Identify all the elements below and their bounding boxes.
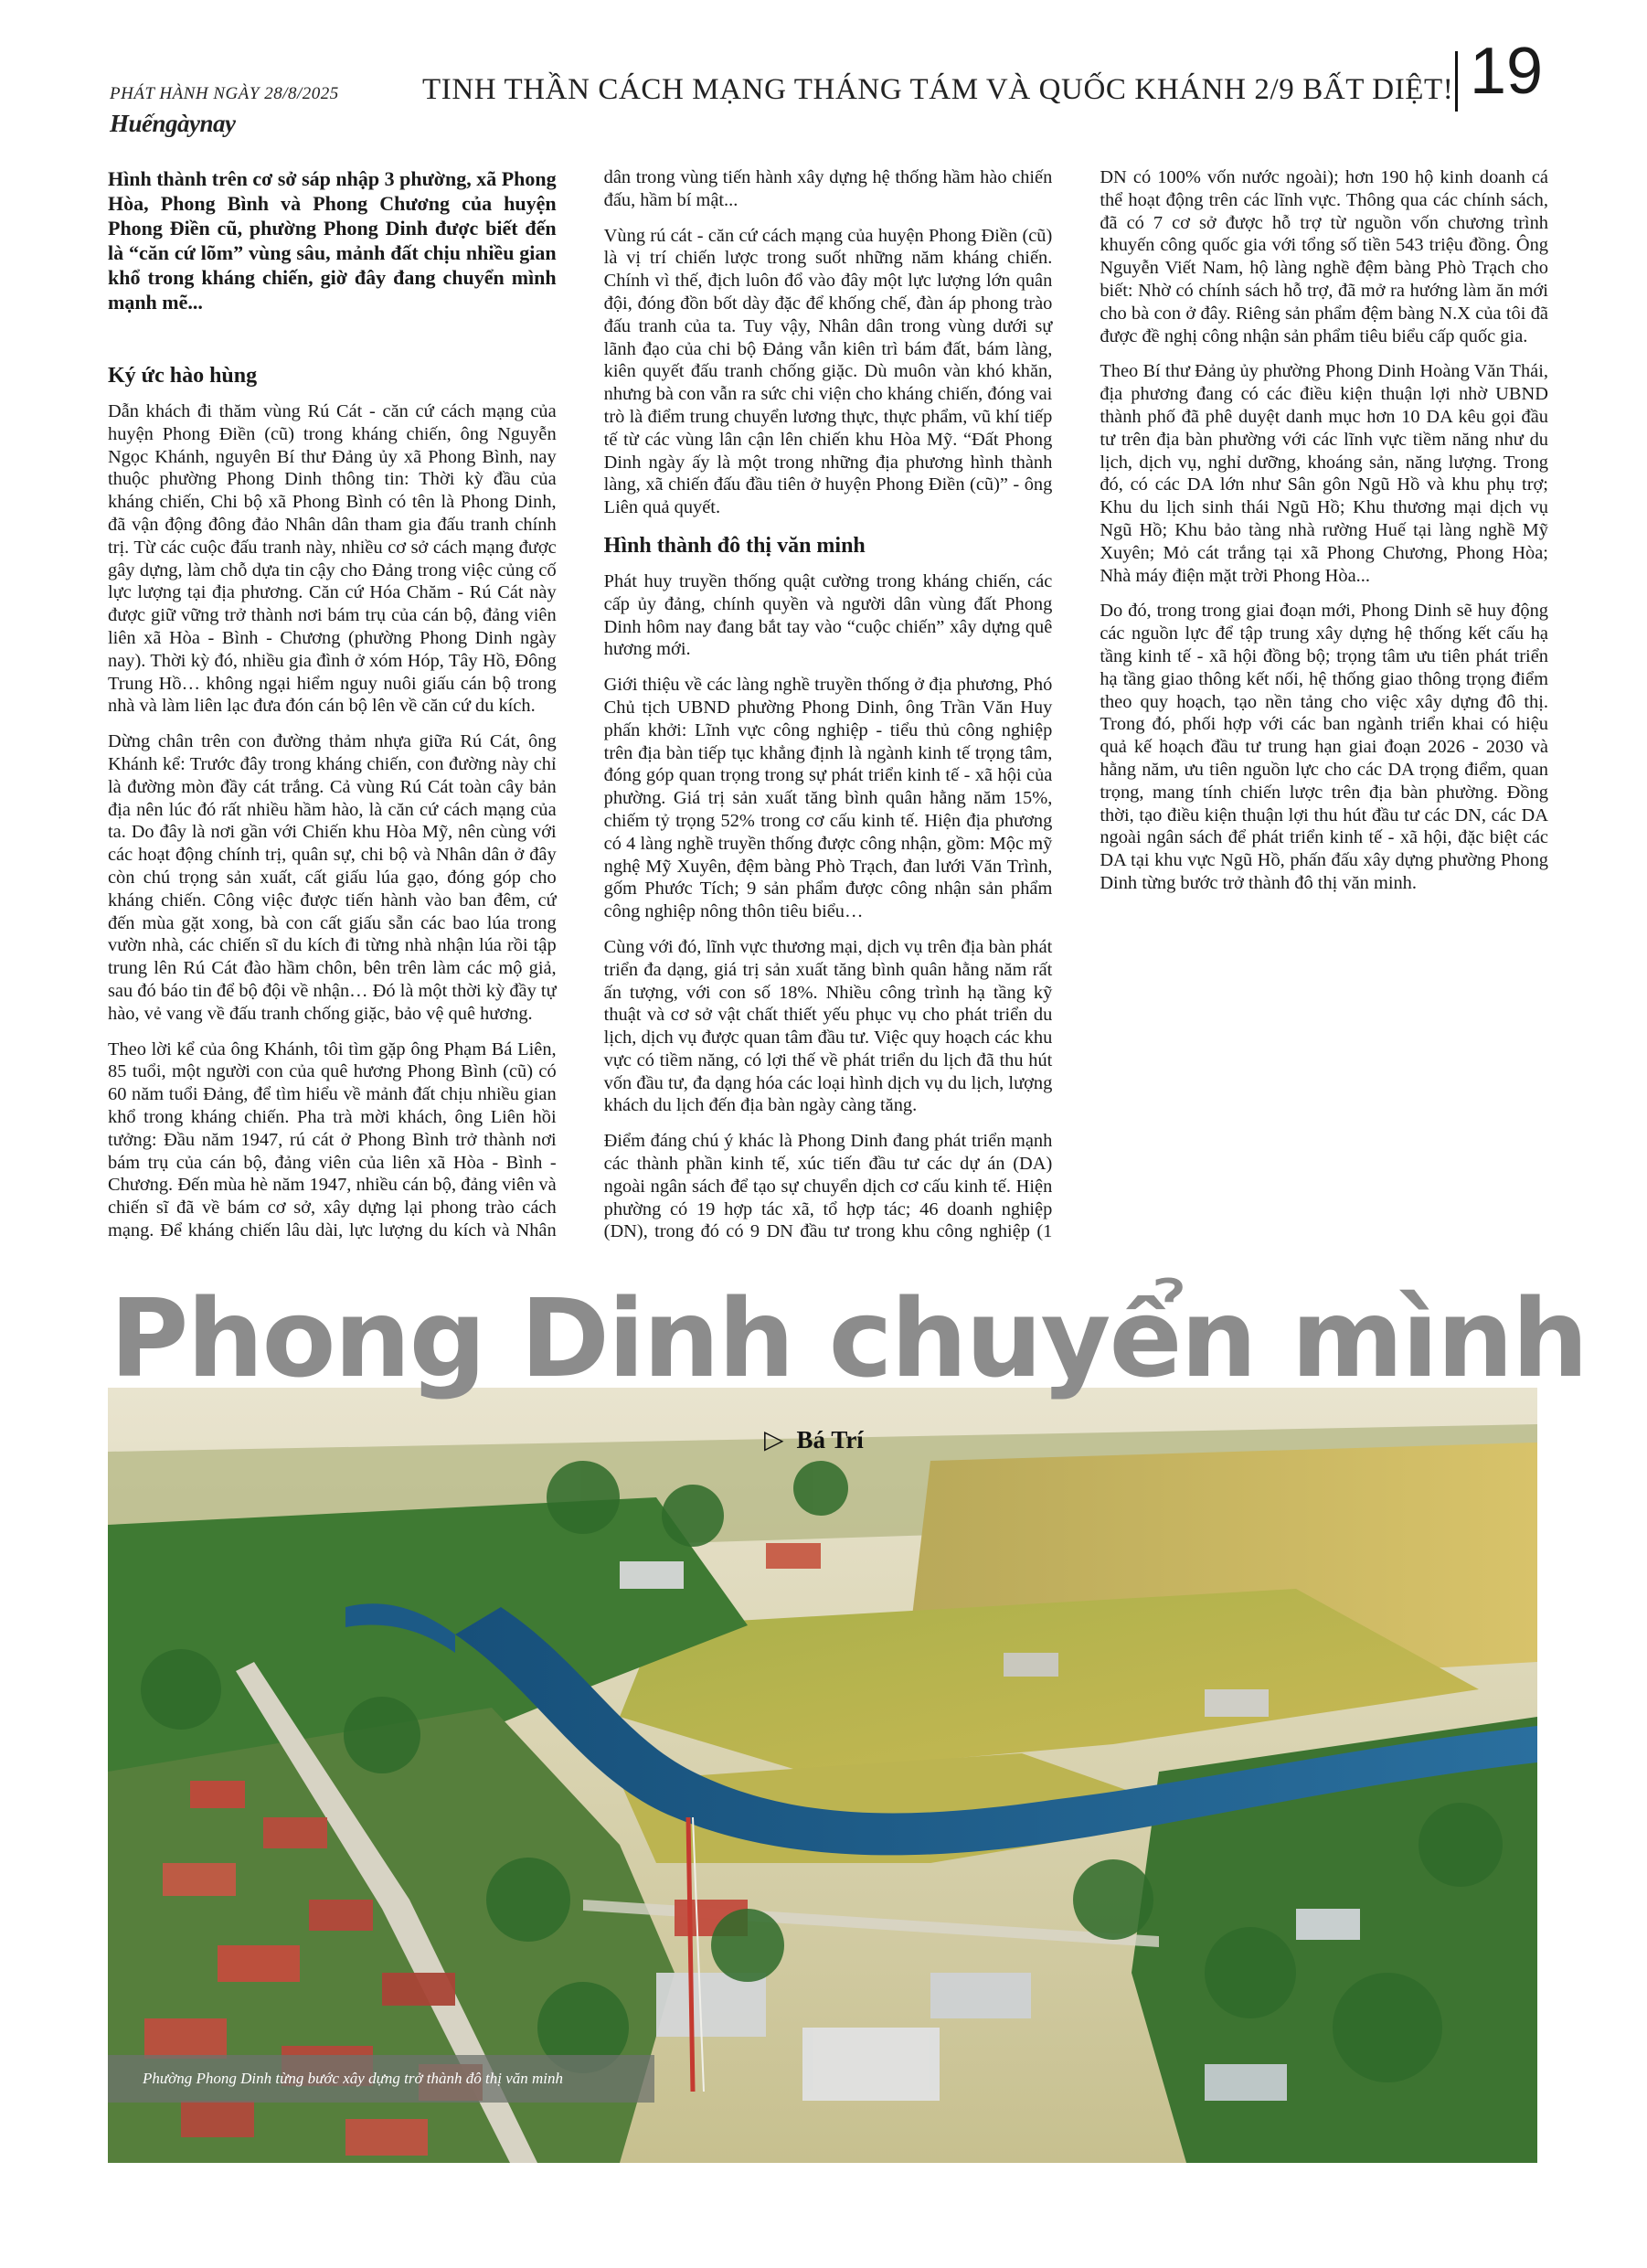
page-slogan: TINH THẦN CÁCH MẠNG THÁNG TÁM VÀ QUỐC KHÁNH 2/9 BẤT DIỆT!: [422, 73, 1454, 106]
paragraph: Theo lời kể của ông Khánh, tôi tìm gặp ông Phạm Bá Liên, 85 tuổi, một người con của quê hương Phong Bình (cũ) có 60 năm tuổi Đảng, để tìm hiểu về mảnh đất chịu nhiều gian khổ trong kháng chiến. Pha trà mời khách, ông Liên hồi tưởng: Đầu năm 1947, rú cát ở Phong Bình trở thành nơi bám trụ của cán bộ, đảng viên của liên xã Hòa - Bình - Chương. Đến mùa hè năm 1947, nhiều cán bộ, đảng viên và chiến sĩ đã về bám cơ sở, xây dựng lại phong trào cách mạng. Để kháng chiến lâu dài, lực lượng du kích và Nhân dân trong vùng tiến hành xây dựng hệ thống hầm hào chiến đấu, hầm bí mật...: [108, 167, 1053, 1240]
paragraph: Theo Bí thư Đảng ủy phường Phong Dinh Hoàng Văn Thái, địa phương đang có các điều kiện thuận lợi nhờ UBND thành phố đã phê duyệt danh mục hơn 10 DA kêu gọi đầu tư trên địa bàn phường với các lĩnh vực tiềm năng như du lịch, dịch vụ, nghỉ dưỡng, khoáng sản, năng lượng. Trong đó, có các DA lớn như Sân gôn Ngũ Hồ và khu phụ trợ; Khu du lịch sinh thái Ngũ Hồ; Khu thương mại dịch vụ Ngũ Hồ; Khu bảo tàng nhà rường Huế tại làng nghề Mỹ Xuyên; Mỏ cát trắng tại xã Phong Chương, Phong Hòa; Nhà máy điện mặt trời Phong Hòa...: [1100, 361, 1548, 586]
article-body: [108, 166, 1548, 1245]
photo-caption-text: Phường Phong Dinh từng bước xây dựng trở thành đô thị văn minh: [143, 2070, 563, 2087]
subheading-civilized-city: Hình thành đô thị văn minh: [603, 533, 866, 558]
page-number: 19: [1470, 35, 1544, 108]
paragraph: Vùng rú cát - căn cứ cách mạng của huyện Phong Điền (cũ) là vị trí chiến lược trong suốt những năm kháng chiến. Chính vì thế, địch luôn đổ vào đây một lực lượng lớn quân đội, đóng đồn bốt dày đặc để khống chế, đàn áp phong trào đấu tranh của ta. Tuy vậy, Nhân dân trong vùng dưới sự lãnh đạo của chi bộ Đảng vẫn kiên trì bám đất, bám làng, kiên quyết đấu tranh chống giặc. Dù muôn vàn khó khăn, nhưng bà con vẫn ra sức chi viện cho kháng chiến, đóng vai trò là điểm trung chuyển lương thực, thực phẩm, vũ khí tiếp tế từ các vùng lân cận lên chiến khu Hòa Mỹ. “Đất Phong Dinh ngày ấy là một trong những địa phương hình thành làng, xã chiến đấu đầu tiên ở huyện Phong Điền (cũ)” - ông Liên quả quyết.: [603, 225, 1053, 518]
paragraph: Dừng chân trên con đường thảm nhựa giữa Rú Cát, ông Khánh kể: Trước đây trong kháng chiến, con đường này chỉ là đường mòn đầy cát trắng. Cả vùng Rú Cát toàn cây bản địa nên lúc đó rất nhiều hầm hào, là căn cứ cách mạng của ta. Do đây là nơi gần với Chiến khu Hòa Mỹ, nên cùng với các hoạt động chính trị, quân sự, chi bộ và Nhân dân ở đây còn chú trọng sản xuất, cất giấu lúa gạo, đóng góp cho kháng chiến. Công việc được tiến hành vào ban đêm, cứ đến mùa gặt xong, bà con cất giấu sẵn các bao lúa trong vườn nhà, các chiến sĩ du kích đi từng nhà nhận lúa rồi tập trung lên Rú Cát đào hầm chôn, bên trên làm các mộ giả, sau đó báo tin để bộ đội về nhận… Đó là một thời kỳ đầy tự hào, vẻ vang về đấu tranh chống giặc, bảo vệ quê hương.: [108, 731, 557, 1024]
photo-caption: [108, 2055, 654, 2103]
issue-date: PHÁT HÀNH NGÀY 28/8/2025: [110, 84, 339, 103]
article-headline: Phong Dinh chuyển mình: [110, 1275, 1588, 1401]
paragraph: Do đó, trong trong giai đoạn mới, Phong Dinh sẽ huy động các nguồn lực để tập trung xây dựng hệ thống kết cấu hạ tầng kinh tế - xã hội đồng bộ; trọng tâm ưu tiên phát triển hạ tầng giao thông kết nối, hệ thống giao thông trọng điểm theo quy hoạch, tạo nền tảng cho việc xây dựng đô thị. Trong đó, phối hợp với các ban ngành triển khai có hiệu quả kế hoạch đầu tư trung hạn giai đoạn 2026 - 2030 và hằng năm, ưu tiên nguồn lực cho các DA trọng điểm, quan trọng, mang tính chiến lược trên địa bàn phường. Đồng thời, tạo điều kiện thuận lợi thu hút đầu tư các DN, các DA ngoài ngân sách để phát triển kinh tế - xã hội, đặc biệt các DA tại khu vực Ngũ Hồ, phấn đấu xây dựng phường Phong Dinh từng bước trở thành đô thị văn minh.: [1100, 601, 1548, 893]
author-name: Bá Trí: [796, 1425, 864, 1453]
byline: [764, 1424, 864, 1455]
paragraph: Điểm đáng chú ý khác là Phong Dinh đang phát triển mạnh các thành phần kinh tế, xúc tiến đầu tư các dự án (DA) ngoài ngân sách để tạo sự chuyển dịch cơ cấu kinh tế. Hiện phường có 19 hợp tác xã, tổ hợp tác; 46 doanh nghiệp (DN), trong đó có 9 DN đầu tư trong khu công nghiệp (1 DN có 100% vốn nước ngoài); hơn 190 hộ kinh doanh cá thể hoạt động trên các lĩnh vực. Thông qua các chính sách, đã có 7 cơ sở được hỗ trợ từ nguồn vốn chương trình khuyến công quốc gia với tổng số tiền 543 triệu đồng. Ông Nguyễn Viết Nam, hộ làng nghề đệm bàng Phò Trạch cho biết: Nhờ có chính sách hỗ trợ, đã mở ra hướng làm ăn mới cho bà con ở đây. Riêng sản phẩm đệm bàng N.X của tôi đã được đề nghị công nhận sản phẩm tiêu biểu cấp quốc gia.: [603, 167, 1548, 1242]
header-divider: [1455, 51, 1458, 112]
paragraph: Dẫn khách đi thăm vùng Rú Cát - căn cứ cách mạng của huyện Phong Điền (cũ) trong kháng chiến, ông Nguyễn Ngọc Khánh, nguyên Bí thư Đảng ủy xã Phong Bình, nay thuộc phường Phong Dinh thông tin: Thời kỳ đầu của kháng chiến, Chi bộ xã Phong Bình có tên là Phong Dinh, đã vận động đông đảo Nhân dân tham gia đấu tranh chính trị. Từ các cuộc đấu tranh này, nhiều cơ sở cách mạng được gây dựng, làm chỗ dựa tin cậy cho Đảng trong việc củng cố lực lượng tại địa phương. Căn cứ Hóa Chăm - Rú Cát này được giữ vững trở thành nơi bám trụ của cán bộ, đảng viên liên xã Hòa - Bình - Chương (phường Phong Dinh ngày nay). Thời kỳ đó, nhiều gia đình ở xóm Hóp, Tây Hồ, Đông Trung Hồ… không ngại hiểm nguy nuôi giấu cán bộ trong nhà và làm liên lạc đưa đón cán bộ lên về căn cứ du kích.: [108, 401, 557, 717]
subheading-memories: Ký ức hào hùng: [108, 364, 258, 388]
article-lead: Hình thành trên cơ sở sáp nhập 3 phường, xã Phong Hòa, Phong Bình và Phong Chương của huyện Phong Điền cũ, phường Phong Dinh được biết đến là “căn cứ lõm” vùng sâu, mảnh đất chịu nhiều gian khổ trong kháng chiến, giờ đây đang chuyển mình mạnh mẽ...: [108, 167, 557, 314]
paragraph: Giới thiệu về các làng nghề truyền thống ở địa phương, Phó Chủ tịch UBND phường Phong Dinh, ông Trần Văn Huy phấn khởi: Lĩnh vực công nghiệp - tiểu thủ công nghiệp trên địa bàn tiếp tục khẳng định là ngành kinh tế trọng tâm, đóng góp quan trọng trong sự phát triển kinh tế - xã hội của phường. Giá trị sản xuất tăng bình quân hằng năm 15%, chiếm tỷ trọng 52% trong cơ cấu kinh tế. Hiện địa phương có 4 làng nghề truyền thống được công nhận, gồm: Mộc mỹ nghệ Mỹ Xuyên, đệm bàng Phò Trạch, đan lưới Văn Trình, gốm Phước Tích; 9 sản phẩm được công nhận sản phẩm công nghiệp nông thôn tiêu biểu…: [603, 675, 1053, 922]
aerial-photo: [108, 1388, 1537, 2163]
paragraph: Phát huy truyền thống quật cường trong kháng chiến, các cấp ủy đảng, chính quyền và người dân vùng đất Phong Dinh hôm nay đang bắt tay vào “cuộc chiến” xây dựng quê hương mới.: [603, 570, 1053, 660]
play-triangle-icon: ▷: [764, 1426, 784, 1454]
newspaper-logo: Huếngàynay: [110, 110, 236, 137]
paragraph: Cùng với đó, lĩnh vực thương mại, dịch vụ trên địa bàn phát triển đa dạng, giá trị sản xuất tăng bình quân hằng năm rất ấn tượng, với con số 18%. Nhiều công trình hạ tầng kỹ thuật và cơ sở vật chất thiết yếu phục vụ cho phát triển du lịch, dịch vụ được quan tâm đầu tư. Việc quy hoạch các khu vực có tiềm năng, có lợi thế về phát triển du lịch đã thu hút vốn đầu tư, đa dạng hóa các loại hình dịch vụ du lịch, lượng khách du lịch đến địa bàn ngày càng tăng.: [603, 936, 1053, 1116]
